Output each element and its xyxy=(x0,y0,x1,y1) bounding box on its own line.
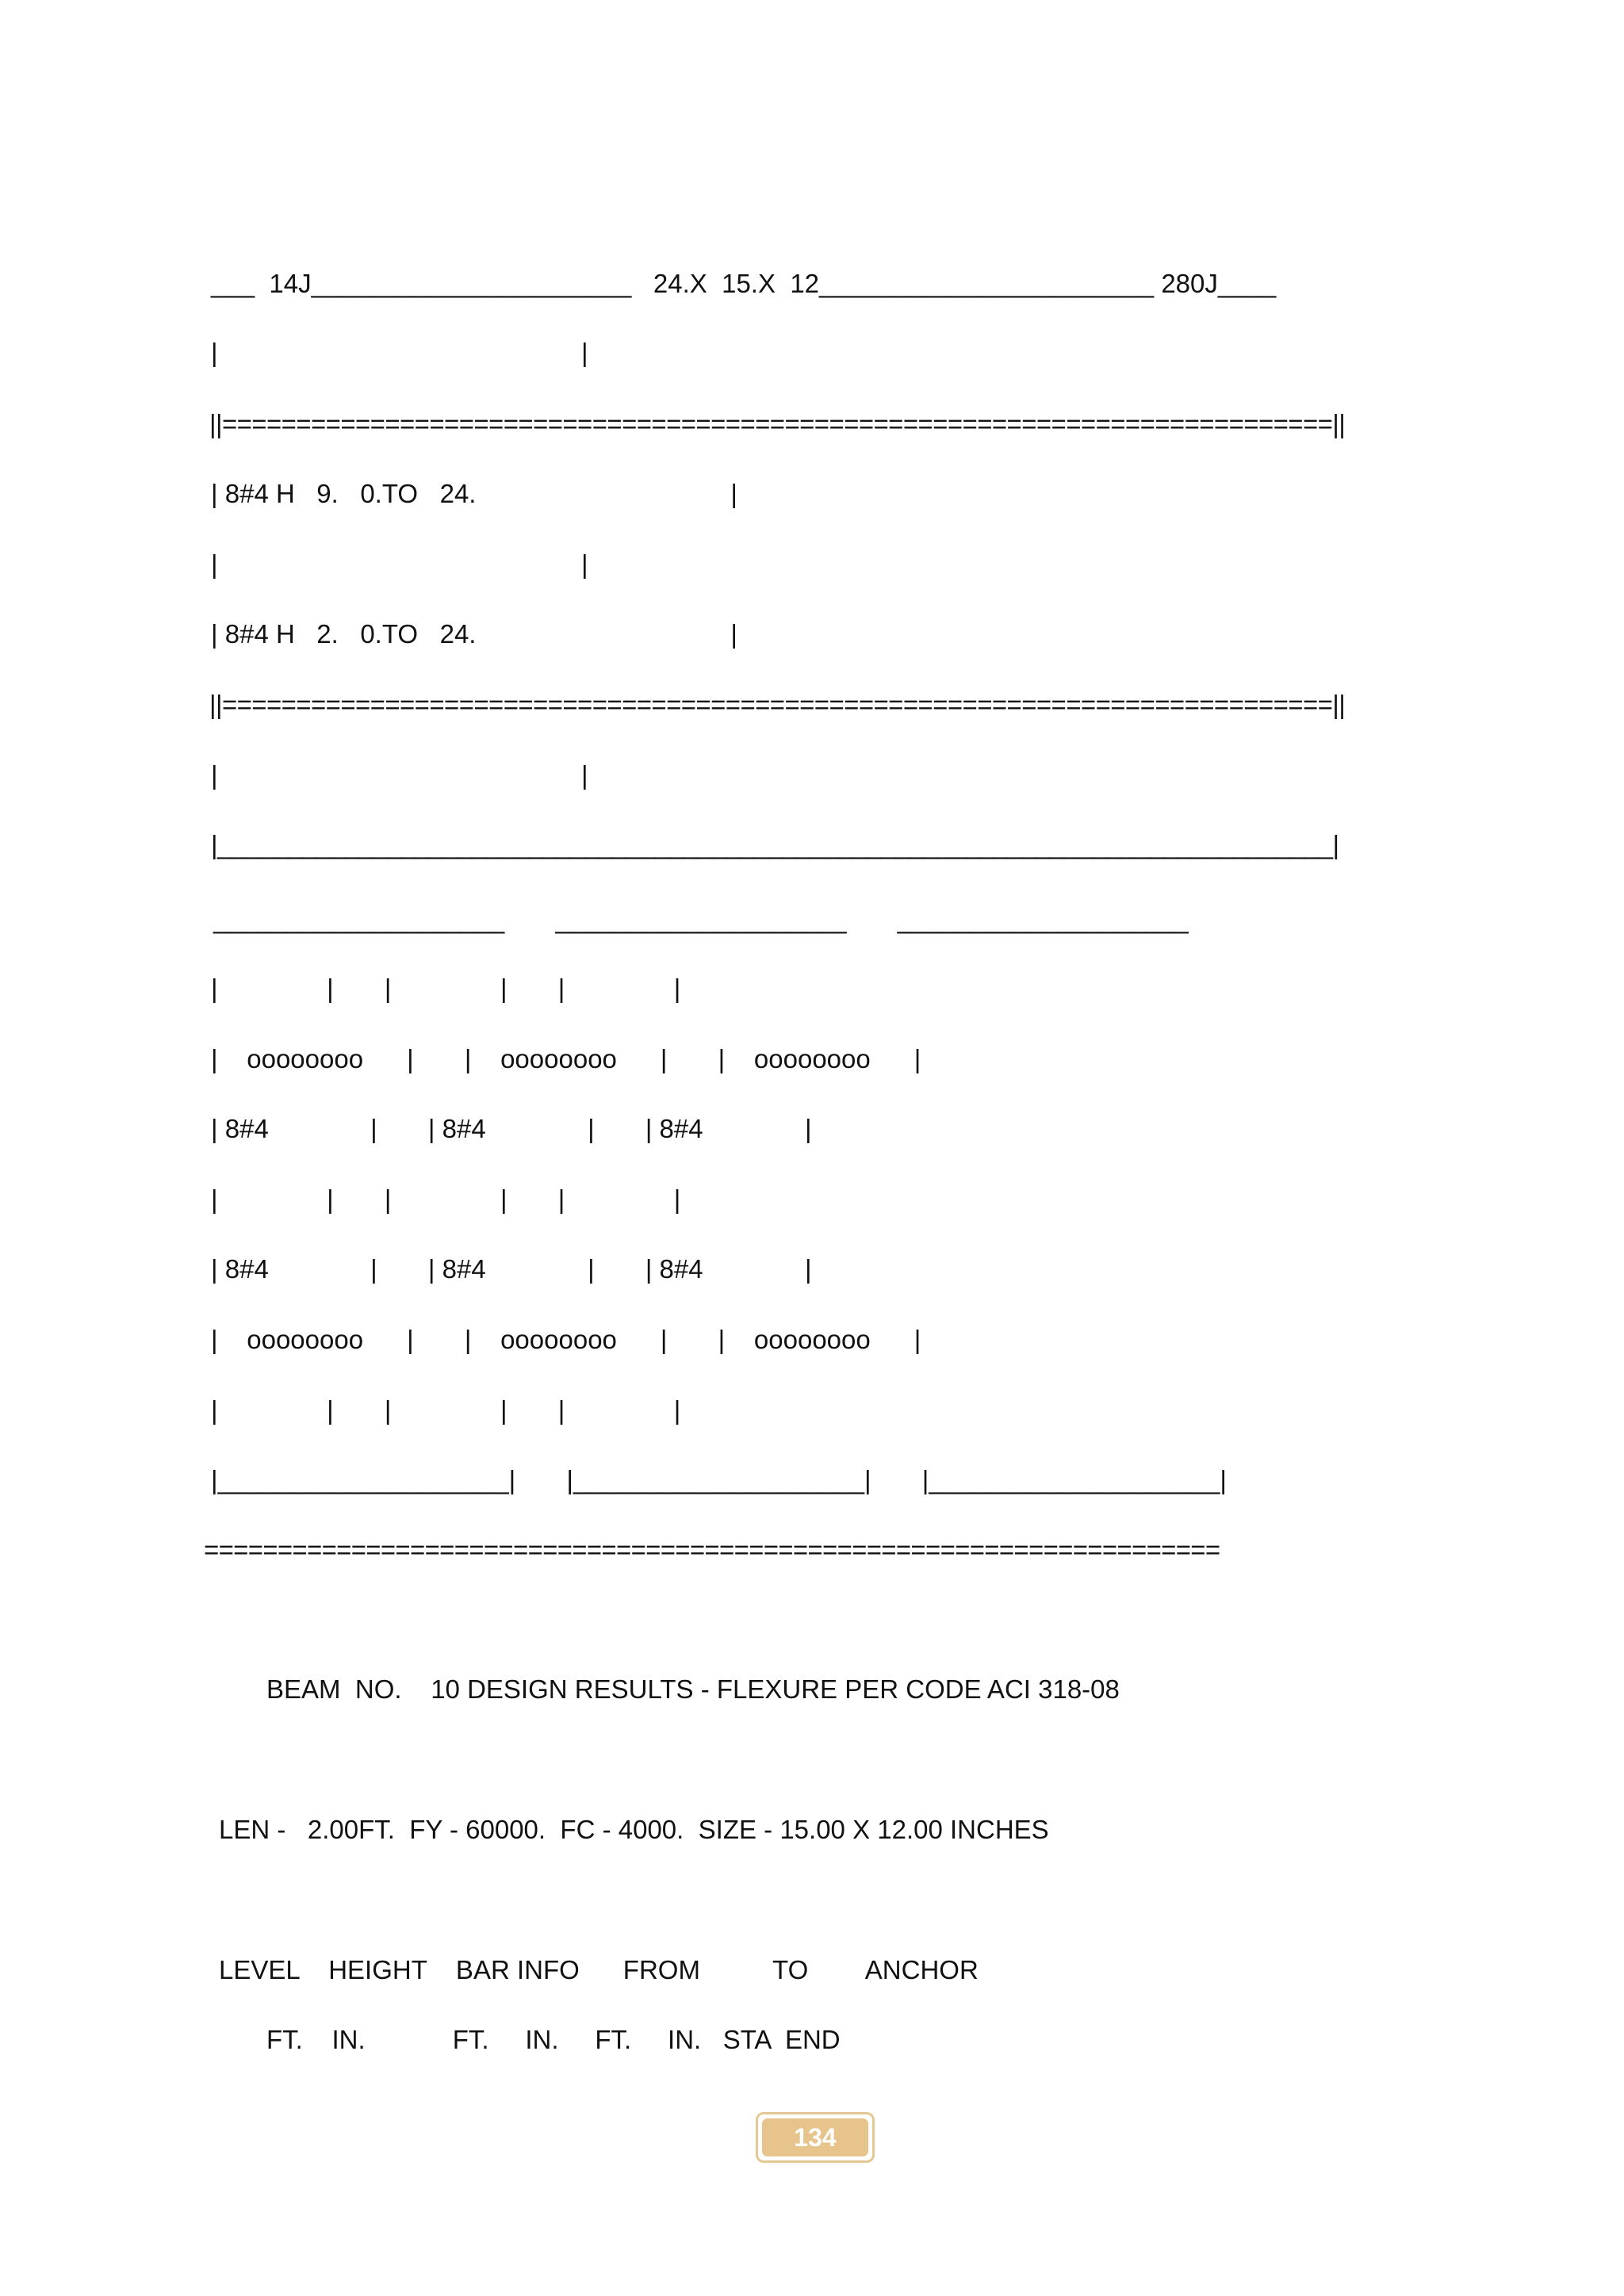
top-bar-info: | 8#4 H 9. 0.TO 24. | xyxy=(211,479,737,508)
beam-diagram-line: | | xyxy=(211,549,588,579)
section-bottom-lines: |____________________| |____________________| |____________________| xyxy=(211,1465,1227,1494)
page-number: 134 xyxy=(762,2118,868,2156)
beam-diagram-line: | | xyxy=(211,338,588,367)
beam-header-line: ___ 14J______________________ 24.X 15.X 12_______________________ 280J____ xyxy=(211,269,1277,298)
beam-base-line: |_______________________________________________________________________________| xyxy=(211,830,1339,859)
section-line: | | | | | | xyxy=(211,1184,681,1214)
separator-line: ===================================================================== xyxy=(204,1535,1220,1564)
section-bars-bottom: | oooooooo | | oooooooo | | oooooooo | xyxy=(211,1325,921,1354)
section-line: | | | | | | xyxy=(211,974,681,1003)
section-bar-label: | 8#4 | | 8#4 | | 8#4 | xyxy=(211,1114,812,1143)
beam-bottom-border: ||===========================================================================|| xyxy=(209,690,1346,719)
section-bar-label: | 8#4 | | 8#4 | | 8#4 | xyxy=(211,1254,812,1284)
section-bars-top: | oooooooo | | oooooooo | | oooooooo | xyxy=(211,1044,921,1073)
section-line: | | | | | | xyxy=(211,1395,681,1425)
page-number-badge xyxy=(756,2112,875,2163)
section-top-lines: ____________________ ____________________ ____________________ xyxy=(206,905,1189,934)
beam-diagram-line: | | xyxy=(211,760,588,790)
table-header: LEVEL HEIGHT BAR INFO FROM TO ANCHOR xyxy=(219,1955,979,1984)
design-results-title: BEAM NO. 10 DESIGN RESULTS - FLEXURE PER CODE ACI 318-08 xyxy=(266,1674,1120,1704)
table-units: FT. IN. FT. IN. FT. IN. STA END xyxy=(266,2025,841,2054)
beam-properties: LEN - 2.00FT. FY - 60000. FC - 4000. SIZE - 15.00 X 12.00 INCHES xyxy=(219,1815,1049,1844)
bottom-bar-info: | 8#4 H 2. 0.TO 24. | xyxy=(211,619,737,649)
beam-top-border: ||===========================================================================|| xyxy=(209,409,1346,438)
